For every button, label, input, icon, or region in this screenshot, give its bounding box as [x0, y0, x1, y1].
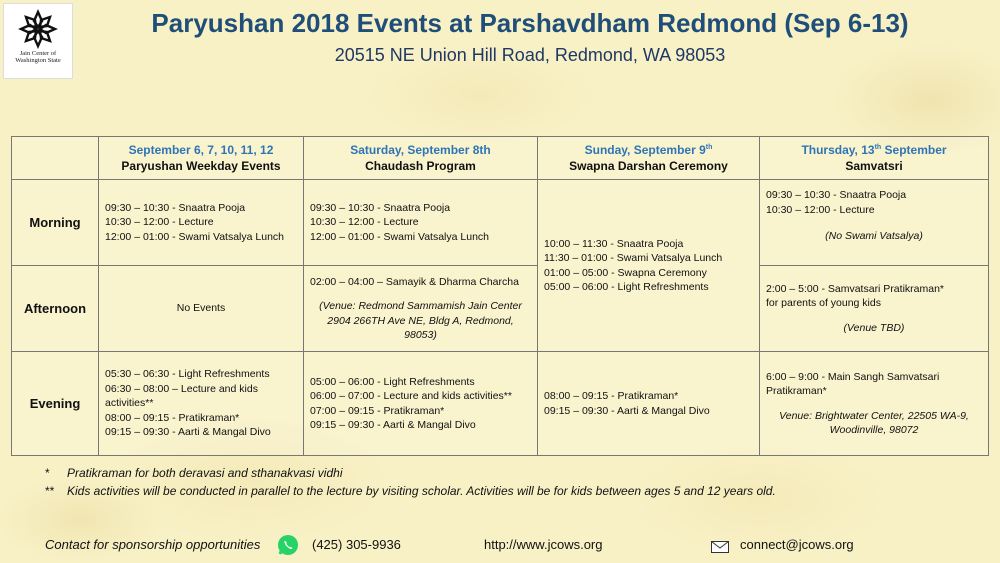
- column-name: Paryushan Weekday Events: [121, 159, 281, 173]
- footnote-text: Kids activities will be conducted in parallel to the lecture by visiting scholar. Activities will be for kids between ages 5 and 12 years old.: [67, 484, 776, 498]
- event-line: 09:30 – 10:30 - Snaatra Pooja: [766, 189, 907, 201]
- column-date-sup: th: [705, 144, 713, 151]
- event-note: (No Swami Vatsalya): [825, 230, 923, 242]
- sunday-evening-cell: [538, 352, 760, 456]
- column-name: Chaudash Program: [365, 159, 476, 173]
- event-line: 05:00 – 06:00 - Light Refreshments: [310, 375, 475, 388]
- thursday-evening-cell: [760, 352, 989, 456]
- row-label-morning: Morning: [12, 180, 99, 266]
- sunday-day-cell: [538, 180, 760, 352]
- event-line: 08:00 – 09:15 - Pratikraman*: [105, 411, 240, 424]
- event-line: 10:30 – 12:00 - Lecture: [310, 216, 419, 229]
- saturday-morning-cell: [304, 180, 538, 266]
- event-line: 10:30 – 12:00 - Lecture: [105, 216, 214, 229]
- column-header-weekday: [99, 137, 304, 180]
- thursday-afternoon-cell: [760, 266, 989, 352]
- event-schedule-table: [11, 136, 989, 456]
- page-title: Paryushan 2018 Events at Parshavdham Redmond (Sep 6-13): [151, 8, 909, 38]
- event-line: Pratikraman*: [766, 385, 827, 397]
- column-date-pre: Thursday, 13: [801, 143, 875, 157]
- column-date: [764, 143, 984, 157]
- event-line: 09:15 – 09:30 - Aarti & Mangal Divo: [310, 419, 476, 431]
- venue-address: 20515 NE Union Hill Road, Redmond, WA 98053: [334, 45, 726, 65]
- event-line: 12:00 – 01:00 - Swami Vatsalya Lunch: [105, 230, 284, 243]
- saturday-evening-cell: [304, 352, 538, 456]
- weekday-afternoon-cell: No Events: [99, 266, 304, 352]
- event-line: 05:30 – 06:30 - Light Refreshments: [105, 368, 270, 381]
- thursday-morning-cell: [760, 180, 989, 266]
- column-date: [542, 143, 755, 157]
- event-line: 6:00 – 9:00 - Main Sangh Samvatsari: [766, 370, 940, 383]
- event-line: 09:15 – 09:30 - Aarti & Mangal Divo: [544, 404, 710, 417]
- event-note: (Venue TBD): [843, 321, 905, 334]
- column-header-thursday: [760, 137, 989, 180]
- event-line: 10:30 – 12:00 - Lecture: [766, 203, 875, 216]
- column-name: Swapna Darshan Ceremony: [569, 159, 728, 173]
- footnote-mark: *: [45, 466, 50, 480]
- logo-org-line1: Jain Center of: [19, 50, 57, 57]
- event-line: 07:00 – 09:15 - Pratikraman*: [310, 404, 445, 417]
- logo-org-line2: Washington State: [15, 57, 61, 64]
- column-header-saturday: [304, 137, 538, 180]
- column-date: September 6, 7, 10, 11, 12: [128, 143, 274, 157]
- event-line: 08:00 – 09:15 - Pratikraman*: [544, 390, 679, 402]
- event-line: 09:30 – 10:30 - Snaatra Pooja: [310, 201, 451, 214]
- column-header-sunday: [538, 137, 760, 180]
- weekday-morning-cell: [99, 180, 304, 266]
- event-line: 10:00 – 11:30 - Snaatra Pooja: [544, 237, 684, 250]
- contact-label: Contact for sponsorship opportunities: [45, 537, 261, 552]
- column-date-post: September: [881, 143, 947, 157]
- event-line: 05:00 – 06:00 - Light Refreshments: [544, 281, 709, 293]
- event-line: for parents of young kids: [766, 297, 881, 310]
- event-line: 06:00 – 07:00 - Lecture and kids activities**: [310, 390, 512, 402]
- corner-cell: [12, 137, 99, 180]
- weekday-evening-cell: [99, 352, 304, 456]
- column-date: Saturday, September 8th: [350, 143, 491, 157]
- column-name: Samvatsri: [845, 159, 903, 173]
- mail-icon: [711, 540, 729, 558]
- row-label-evening: Evening: [12, 352, 99, 456]
- whatsapp-icon: [277, 534, 299, 561]
- event-line: 02:00 – 04:00 – Samayik & Dharma Charcha: [310, 275, 519, 288]
- footnote: [45, 464, 776, 482]
- event-line: 2:00 – 5:00 - Samvatsari Pratikraman*: [766, 282, 944, 295]
- column-date-main: Sunday, September 9: [584, 143, 706, 157]
- email-link[interactable]: connect@jcows.org: [740, 537, 854, 552]
- footnotes: [45, 464, 776, 500]
- event-line: 11:30 – 01:00 - Swami Vatsalya Lunch: [544, 252, 723, 264]
- event-line: 12:00 – 01:00 - Swami Vatsalya Lunch: [310, 230, 489, 243]
- saturday-afternoon-cell: [304, 266, 538, 352]
- event-line: 09:15 – 09:30 - Aarti & Mangal Divo: [105, 426, 271, 439]
- event-line: 01:00 – 05:00 - Swapna Ceremony: [544, 266, 707, 279]
- phone-number[interactable]: (425) 305-9936: [312, 537, 401, 552]
- event-venue: (Venue: Redmond Sammamish Jain Center 2904 266TH Ave NE, Bldg A, Redmond, 98053): [319, 300, 522, 341]
- footnote: [45, 482, 776, 500]
- footnote-mark: **: [45, 484, 55, 498]
- event-venue: Venue: Brightwater Center, 22505 WA-9, Woodinville, 98072: [779, 409, 969, 436]
- event-line: 06:30 – 08:00 – Lecture and kids: [105, 382, 258, 395]
- website-link[interactable]: http://www.jcows.org: [484, 537, 603, 552]
- row-label-afternoon: Afternoon: [12, 266, 99, 352]
- footnote-text: Pratikraman for both deravasi and sthanakvasi vidhi: [67, 466, 343, 480]
- event-line: 09:30 – 10:30 - Snaatra Pooja: [105, 201, 246, 214]
- event-line: activities**: [105, 397, 154, 410]
- column-date-sup: th: [874, 144, 882, 151]
